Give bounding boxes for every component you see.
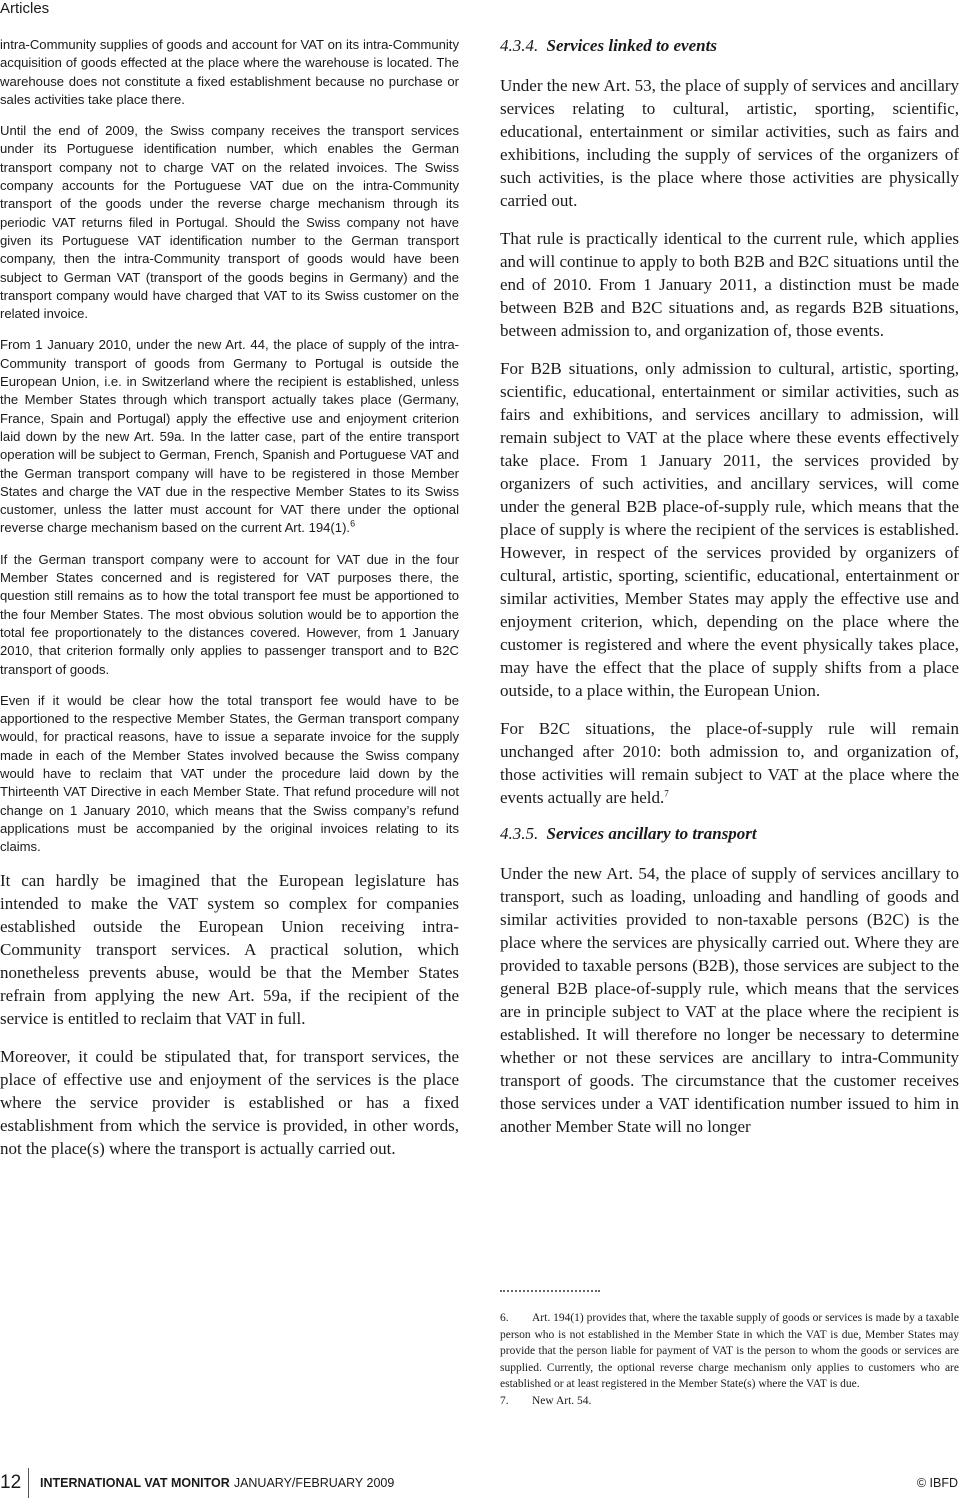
journal-title [40,1476,394,1490]
journal-name: INTERNATIONAL VAT MONITOR [40,1476,230,1490]
footnote-text: New Art. 54. [532,1394,592,1407]
left-column [0,36,459,1175]
section-number: 4.3.4. [500,36,539,55]
paragraph: intra-Community supplies of goods and account for VAT on its intra-Community acquisition of goods effected at the place where the warehouse is located. The warehouse does not constitute a fixed establishment because no purchase or sales activities take place there. [0,37,459,107]
paragraph-text: From 1 January 2010, under the new Art. 44, the place of supply of the intra-Community transport of goods from Germany to Portugal is outside the European Union, i.e. in Switzerland where the recipient is established, unless the Member States through which transport actually takes place (Germany, France, Spain and Portugal) apply the effective use and enjoyment criterion laid down by the new Art. 59a. In the latter case, part of the entire transport operation will be subject to German, French, Spanish and Portuguese VAT and the German transport company will have to be registered in those Member States and charge the VAT due in the respective Member States to its Swiss customer, unless the latter must account for VAT there under the optional reverse charge mechanism based on the current Art. 194(1). [0,337,459,536]
footnote-divider [500,1290,600,1292]
footnote-text: Art. 194(1) provides that, where the taxable supply of goods or services is made by a taxable person who is not established in the Member State in which the VAT is due, Member States may provide that the person liable for payment of VAT is the person to whom the goods or services are supplied. Currently, the optional reverse charge mechanism only applies to customers who are established or at least registered in the Member State(s) where the VAT is due. [500,1312,959,1390]
section-number: 4.3.5. [500,824,539,843]
paragraph: Moreover, it could be stipulated that, for transport services, the place of effective use and enjoyment of the services is the place where the service provider is established or has a fixed establishment from which the service is provided, in other words, not the place(s) where the transport is actually carried out. [0,1047,459,1159]
section-title: Services ancillary to transport [546,824,757,843]
paragraph-text: For B2C situations, the place-of-supply rule will remain unchanged after 2010: both admission to, and organization of, those activities will remain subject to VAT at the place where the events actually are held. [500,719,959,807]
footnote [500,1393,959,1410]
footnote-ref[interactable]: 7 [664,788,669,799]
section-heading [500,36,959,56]
section-title: Services linked to events [546,36,717,55]
footnotes [500,1310,959,1409]
paragraph: Under the new Art. 53, the place of supply of services and ancillary services relating to cultural, artistic, sporting, scientific, educational, entertainment or similar activities, such as fairs and exhibitions, including the supply of services of the organizers of such activities, is the place where those activities are physically carried out. [500,76,959,210]
journal-issue: JANUARY/FEBRUARY 2009 [233,1476,395,1490]
page-number: 12 [0,1472,22,1493]
paragraph: It can hardly be imagined that the European legislature has intended to make the VAT system so complex for companies established outside the European Union receiving intra-Community transport services. A practical solution, which nonetheless prevents abuse, would be that the Member States refrain from applying the new Art. 59a, if the recipient of the service is entitled to reclaim that VAT in full. [0,871,459,1029]
page-footer [0,1472,960,1496]
paragraph: Even if it would be clear how the total transport fee would have to be apportioned to the respective Member States, the German transport company would, for practical reasons, have to issue a separate invoice for the supply made in each of the Member States involved because the Swiss company would have to reclaim that VAT under the procedure laid down by the Thirteenth VAT Directive in each Member State. That refund procedure will not change on 1 January 2010, which means that the Swiss company’s refund applications must be accompanied by the original invoices relating to its claims. [0,692,459,855]
footer-divider [28,1468,29,1498]
footnote-ref[interactable]: 6 [350,519,356,530]
paragraph [500,717,959,809]
copyright: © IBFD [916,1476,958,1490]
paragraph: If the German transport company were to account for VAT due in the four Member States concerned and is registered for VAT purposes there, the question still remains as to how the total transport fee must be apportioned to the four Member States. The most obvious solution would be to apportion the total fee proportionately to the distances covered. However, from 1 January 2010, that criterion formally only applies to passenger transport and to B2C transport of goods. [0,551,459,677]
paragraph: Until the end of 2009, the Swiss company receives the transport services under its Portuguese identification number, which enables the German transport company not to charge VAT on the related invoices. The Swiss company accounts for the Portuguese VAT due on the intra-Community transport of the goods under the reverse charge mechanism through its periodic VAT returns filed in Portugal. Should the Swiss company not have given its Portuguese VAT identification number to the German transport company, then the intra-Community transport of goods would have been subject to German VAT (transport of the goods begins in Germany) and the transport company would have charged that VAT to its Swiss customer on the related invoice. [0,123,459,322]
section-heading [500,824,959,844]
footnote-number: 6. [500,1312,509,1324]
paragraph [0,336,459,537]
footnote-number: 7. [500,1394,509,1407]
footnote [500,1310,959,1393]
section-header: Articles [0,0,50,17]
paragraph: For B2B situations, only admission to cultural, artistic, sporting, scientific, educational, entertainment or similar activities, such as fairs and exhibitions, and services ancillary to admission, will remain subject to VAT at the place where these events effectively take place. From 1 January 2011, the services provided by organizers of such activities, and ancillary services, will come under the general B2B place-of-supply rule, which means that the place of supply is where the recipient of the services is established. However, in respect of the services provided by organizers of cultural, artistic, sporting, scientific, educational, entertainment or similar activities, Member States may apply the effective use and enjoyment criterion, which, depending on the place where the customer is registered and where the event physically takes place, may have the effect that the place of supply shifts from a place outside, to a place within, the European Union. [500,359,959,700]
paragraph: That rule is practically identical to the current rule, which applies and will continue to apply to both B2B and B2C situations until the end of 2010. From 1 January 2011, a distinction must be made between B2B and B2C situations and, as regards B2B situations, between admission to, and organization of, those events. [500,229,959,340]
paragraph: Under the new Art. 54, the place of supply of services ancillary to transport, such as loading, unloading and handling of goods and similar activities provided to non-taxable persons (B2C) is the place where the services are physically carried out. Where they are provided to taxable persons (B2B), those services are subject to the general B2B place-of-supply rule, which means that the services are in principle subject to VAT at the place where the recipient is established. It will therefore no longer be necessary to determine whether or not these services are ancillary to intra-Community transport of goods. The circumstance that the customer receives those services under a VAT identification number issued to him in another Member State will no longer [500,864,959,1136]
right-column [500,36,959,1153]
